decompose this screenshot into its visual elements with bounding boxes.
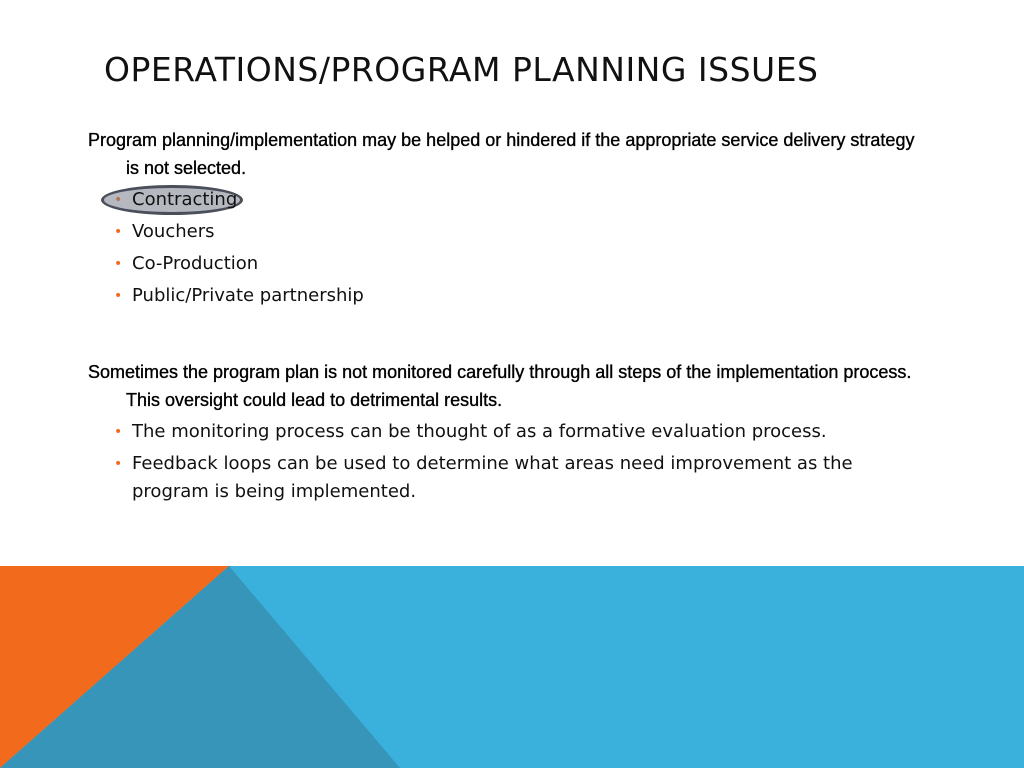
bullet-dot-icon: • xyxy=(114,256,123,272)
strategy-bullet-list xyxy=(88,186,918,310)
bullet-dot-icon: • xyxy=(114,288,123,304)
bullet-text: Feedback loops can be used to determine what areas need improvement as the program is being implemented. xyxy=(132,453,853,502)
bullet-item-co-production xyxy=(114,250,918,278)
bullet-item-vouchers xyxy=(114,218,918,246)
bullet-text: Vouchers xyxy=(132,221,215,242)
bullet-item-contracting xyxy=(114,186,918,214)
bullet-item-formative xyxy=(114,418,918,446)
bullet-item-feedback xyxy=(114,450,918,506)
bullet-text: The monitoring process can be thought of as a formative evaluation process. xyxy=(132,421,827,442)
footer-decoration xyxy=(0,566,1024,768)
bullet-text: Contracting xyxy=(132,189,238,210)
bullet-text: Public/Private partnership xyxy=(132,285,364,306)
bullet-text: Co-Production xyxy=(132,253,259,274)
content-block-strategy xyxy=(88,126,918,314)
bullet-dot-icon: • xyxy=(114,424,123,440)
strategy-paragraph: Program planning/implementation may be helped or hindered if the appropriate service delivery strategy is not selected. xyxy=(88,130,915,178)
bullet-dot-icon: • xyxy=(114,224,123,240)
slide-title: OPERATIONS/PROGRAM PLANNING ISSUES xyxy=(104,50,819,89)
monitoring-paragraph: Sometimes the program plan is not monitored carefully through all steps of the implementation process. This oversight could lead to detrimental results. xyxy=(88,362,912,410)
bullet-dot-icon: • xyxy=(114,456,123,472)
bullet-item-public-private xyxy=(114,282,918,310)
content-block-monitoring xyxy=(88,358,918,510)
monitoring-bullet-list xyxy=(88,418,918,506)
